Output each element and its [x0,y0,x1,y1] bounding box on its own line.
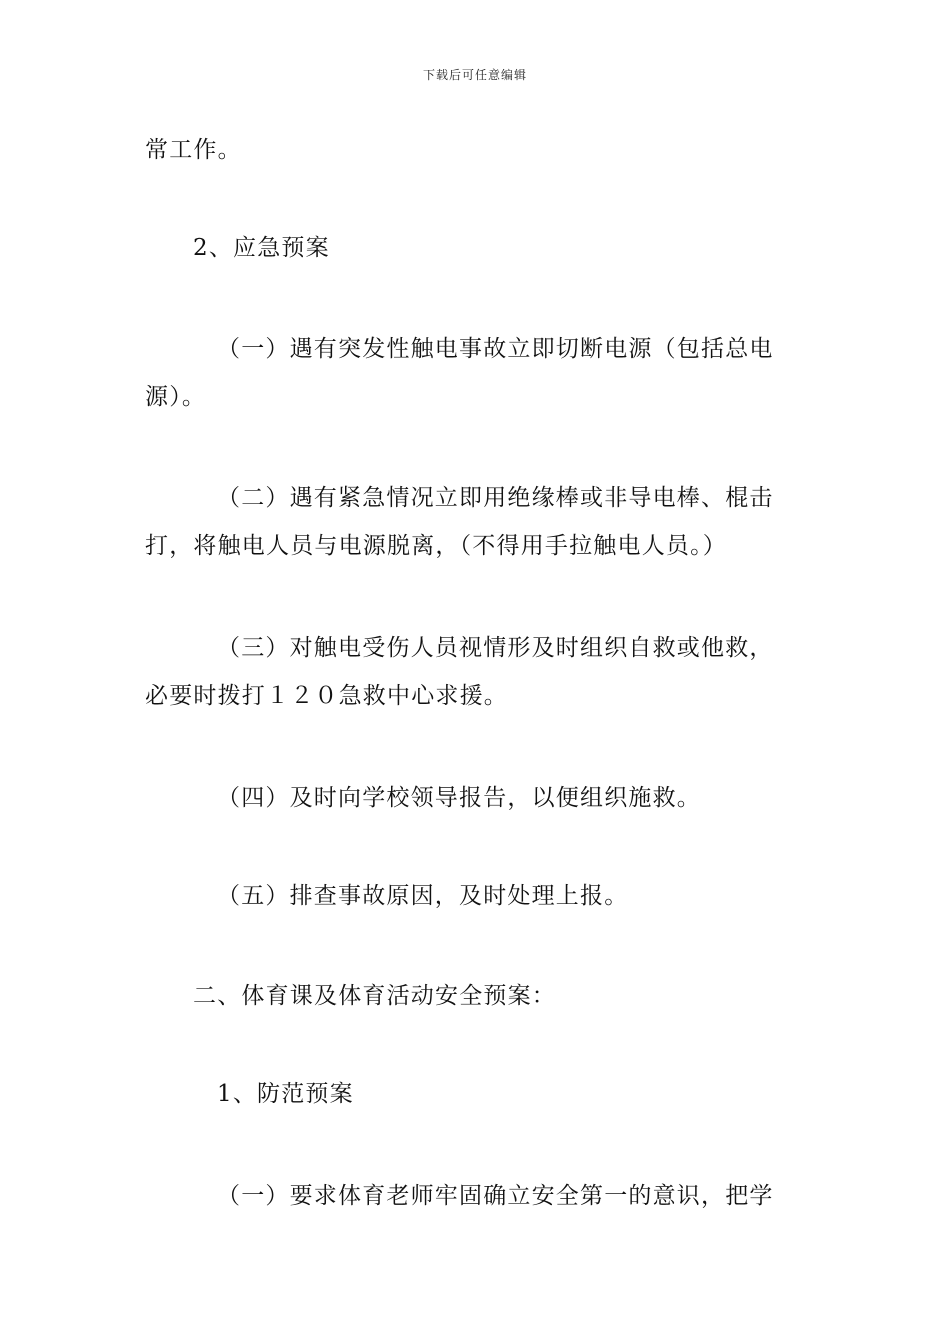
paragraph-9-heading [145,1070,810,1118]
paragraph-6 [145,774,810,822]
paragraph-4 [145,474,810,570]
paragraph-line: （一）遇有突发性触电事故立即切断电源（包括总电 [217,336,774,362]
paragraph-line: （一）要求体育老师牢固确立安全第一的意识，把学 [217,1183,774,1209]
page-header: 下载后可任意编辑 [422,68,527,82]
paragraph-line: （二）遇有紧急情况立即用绝缘棒或非导电棒、棍击 [217,485,774,511]
paragraph-line: （四）及时向学校领导报告，以便组织施救。 [217,785,701,811]
paragraph-10 [145,1172,810,1220]
section-heading: 1、防范预案 [217,1081,354,1107]
paragraph-line: 打，将触电人员与电源脱离，（不得用手拉触电人员。） [145,533,727,559]
paragraph-8-heading [145,972,810,1020]
paragraph-2-heading [145,224,810,272]
paragraph-line: （三）对触电受伤人员视情形及时组织自救或他救， [217,635,774,661]
paragraph-line: 必要时拨打１２０急救中心求援。 [145,683,508,709]
paragraph-1 [145,126,810,174]
paragraph-5 [145,624,810,720]
paragraph-3 [145,325,810,421]
section-heading: 二、体育课及体育活动安全预案： [193,983,556,1009]
paragraph-line: 常工作。 [145,137,242,163]
section-heading: 2、应急预案 [193,235,330,261]
paragraph-line: 源）。 [145,384,207,410]
paragraph-7 [145,872,810,920]
paragraph-line: （五）排查事故原因，及时处理上报。 [217,883,629,909]
